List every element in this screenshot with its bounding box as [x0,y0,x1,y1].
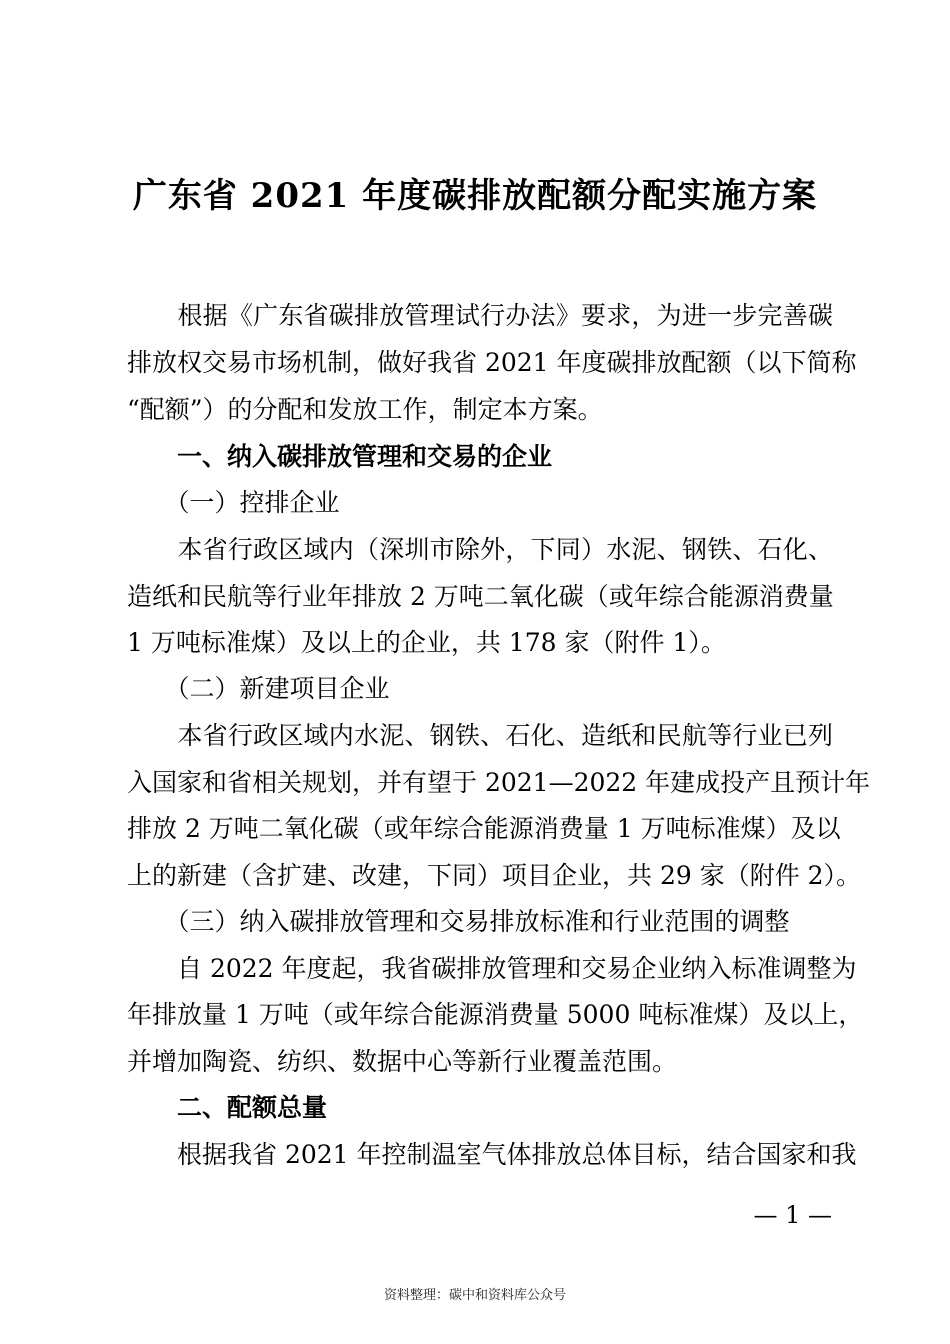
paragraph-line: 根据我省 2021 年控制温室气体排放总体目标，结合国家和我 [127,1140,857,1169]
paragraph-line: 排放权交易市场机制，做好我省 2021 年度碳排放配额（以下简称 [127,348,857,377]
paragraph-line: 本省行政区域内水泥、钢铁、石化、造纸和民航等行业已列 [127,721,833,750]
subsection-heading: （三）纳入碳排放管理和交易排放标准和行业范围的调整 [127,907,790,936]
paragraph-line: 根据《广东省碳排放管理试行办法》要求，为进一步完善碳 [127,301,833,330]
document-title: 广东省 2021 年度碳排放配额分配实施方案 [132,176,818,216]
paragraph-line: 自 2022 年度起，我省碳排放管理和交易企业纳入标准调整为 [127,954,857,983]
section-heading: 一、纳入碳排放管理和交易的企业 [127,442,553,471]
subsection-heading: （一）控排企业 [127,488,340,517]
paragraph-line: 本省行政区域内（深圳市除外，下同）水泥、钢铁、石化、 [127,535,833,564]
paragraph-line: 并增加陶瓷、纺织、数据中心等新行业覆盖范围。 [127,1047,678,1076]
paragraph-line: 年排放量 1 万吨（或年综合能源消费量 5000 吨标准煤）及以上， [127,1000,864,1029]
paragraph-line: 上的新建（含扩建、改建，下同）项目企业，共 29 家（附件 2）。 [127,861,862,890]
footer-note: 资料整理：碳中和资料库公众号 [383,1288,566,1303]
section-heading: 二、配额总量 [127,1093,328,1122]
paragraph-line: 排放 2 万吨二氧化碳（或年综合能源消费量 1 万吨标准煤）及以 [127,814,841,843]
subsection-heading: （二）新建项目企业 [127,674,390,703]
paragraph-line: 入国家和省相关规划，并有望于 2021—2022 年建成投产且预计年 [127,768,871,797]
paragraph-line: 造纸和民航等行业年排放 2 万吨二氧化碳（或年综合能源消费量 [127,582,834,611]
page-number: — 1 — [753,1201,832,1229]
paragraph-line: 1 万吨标准煤）及以上的企业，共 178 家（附件 1）。 [127,628,726,657]
paragraph-line: “配额”）的分配和发放工作，制定本方案。 [127,395,603,424]
